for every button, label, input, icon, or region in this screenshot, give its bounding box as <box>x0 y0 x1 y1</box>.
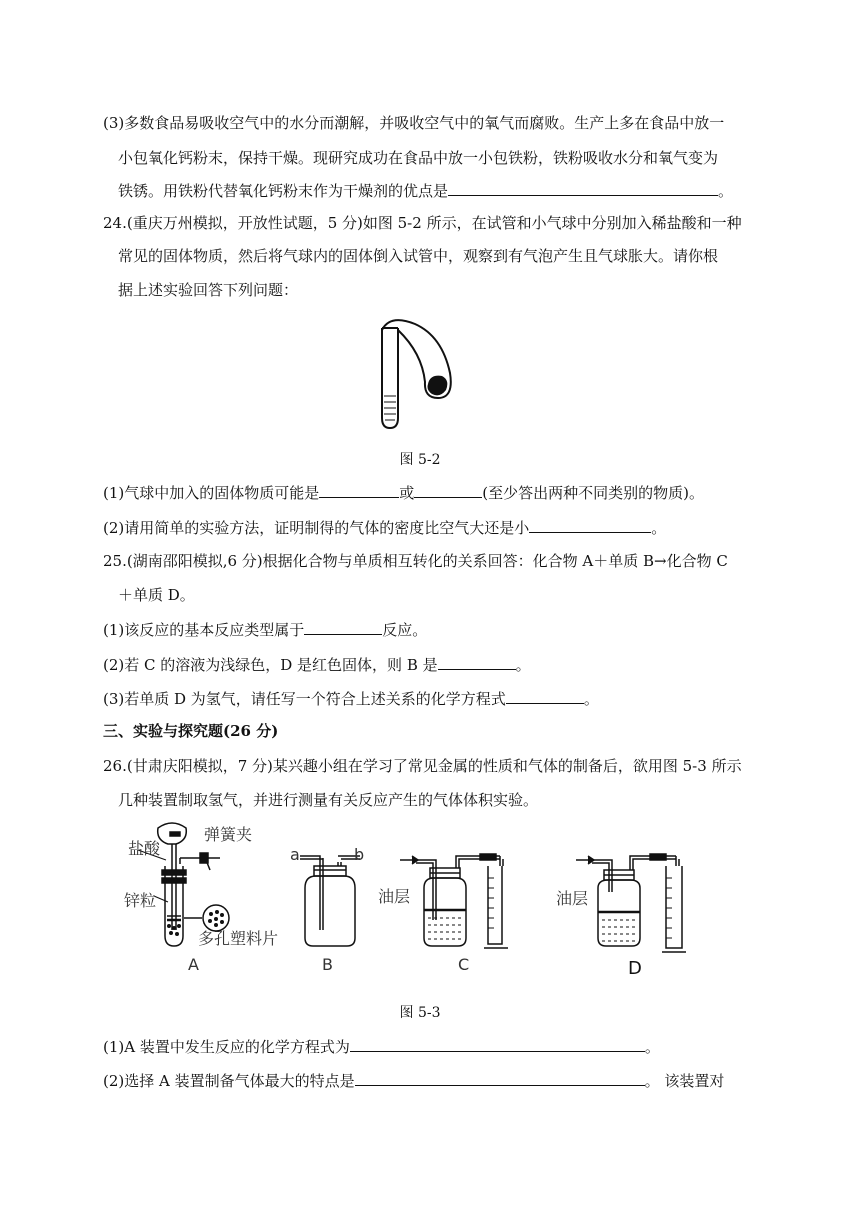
q25-sub3-end: 。 <box>583 690 599 708</box>
q25-sub1-end: 反应。 <box>382 621 428 639</box>
q24-sub1-blank1[interactable] <box>319 482 399 498</box>
apparatus-b <box>300 856 360 946</box>
q24-line3: 据上述实验回答下列问题： <box>118 281 299 299</box>
q25-sub2-text: (2)若 C 的溶液为浅绿色，D 是红色固体，则 B 是 <box>103 656 438 674</box>
q24-sub2-text: (2)请用简单的实验方法，证明制得的气体的密度比空气大还是小 <box>103 519 530 537</box>
q26-sub1-blank[interactable] <box>350 1036 645 1052</box>
q26-sub2 <box>103 1070 724 1091</box>
label-apparatus-d: D <box>628 958 642 979</box>
q24-sub1-blank2[interactable] <box>414 482 482 498</box>
apparatus-c <box>400 854 508 948</box>
q23-part3-text: 铁锈。用铁粉代替氧化钙粉末作为干燥剂的优点是 <box>118 182 449 200</box>
q24-sub1 <box>103 482 704 503</box>
q23-part3-line1: (3)多数食品易吸收空气中的水分而潮解，并吸收空气中的氧气而腐败。生产上多在食品中放一 <box>103 114 725 132</box>
q23-answer-blank[interactable] <box>448 180 718 196</box>
q25-sub2-end: 。 <box>515 656 531 674</box>
q25-sub2-blank[interactable] <box>438 654 516 670</box>
label-zinc: 锌粒 <box>124 891 157 910</box>
label-porous-plate: 多孔塑料片 <box>198 929 279 948</box>
q26-line1: 26.(甘肃庆阳模拟，7 分)某兴趣小组在学习了常见金属的性质和气体的制备后，欲用图 5-3 所示 <box>103 757 742 775</box>
q24-sub2 <box>103 517 666 538</box>
q24-sub1-or: 或 <box>399 484 415 502</box>
label-port-b: b <box>354 845 365 864</box>
q24-sub2-end: 。 <box>651 519 667 537</box>
q24-line2: 常见的固体物质，然后将气球内的固体倒入试管中，观察到有气泡产生且气球胀大。请你根 <box>118 247 719 265</box>
q24-line1: 24.(重庆万州模拟，开放性试题，5 分)如图 5-2 所示，在试管和小气球中分别加入稀盐酸和一种 <box>103 214 742 232</box>
label-port-a: a <box>290 845 300 864</box>
q24-sub1-note: (至少答出两种不同类别的物质)。 <box>482 484 704 502</box>
label-spring-clip: 弹簧夹 <box>204 825 253 844</box>
q25-sub3-blank[interactable] <box>506 688 584 704</box>
q23-part3-line3 <box>118 180 733 201</box>
q26-sub2-text: (2)选择 A 装置制备气体最大的特点是 <box>103 1072 355 1090</box>
q25-line2: ＋单质 D。 <box>118 586 195 604</box>
q25-sub1-text: (1)该反应的基本反应类型属于 <box>103 621 305 639</box>
q25-sub3-text: (3)若单质 D 为氢气，请任写一个符合上述关系的化学方程式 <box>103 690 506 708</box>
q26-sub1-text: (1)A 装置中发生反应的化学方程式为 <box>103 1038 350 1056</box>
label-oil-layer-d: 油层 <box>556 889 589 908</box>
q26-line2: 几种装置制取氢气，并进行测量有关反应产生的气体体积实验。 <box>118 791 539 809</box>
q23-part3-line2: 小包氧化钙粉末，保持干燥。现研究成功在食品中放一小包铁粉，铁粉吸收水分和氧气变为 <box>118 149 719 167</box>
q23-end-mark: 。 <box>718 182 734 200</box>
label-apparatus-b: B <box>322 955 333 974</box>
figure-5-2-test-tube-balloon <box>370 318 470 433</box>
q25-line1: 25.(湖南邵阳模拟,6 分)根据化合物与单质相互转化的关系回答：化合物 A＋单质 B→化合物 C <box>103 552 728 570</box>
label-hcl: 盐酸 <box>128 839 161 858</box>
figure-5-3-apparatus <box>120 818 720 983</box>
q26-sub1 <box>103 1036 660 1057</box>
q25-sub2 <box>103 654 531 675</box>
q26-sub1-end: 。 <box>644 1038 660 1056</box>
label-oil-layer-c: 油层 <box>378 887 411 906</box>
figure-5-2-caption: 图 5-2 <box>399 452 441 468</box>
q25-sub1-blank[interactable] <box>304 619 382 635</box>
section-3-title: 三、实验与探究题(26 分) <box>103 722 279 740</box>
apparatus-d <box>576 854 686 952</box>
q24-sub1-text: (1)气球中加入的固体物质可能是 <box>103 484 320 502</box>
figure-5-3-caption: 图 5-3 <box>399 1005 441 1021</box>
q24-sub2-blank[interactable] <box>529 517 651 533</box>
q26-sub2-blank[interactable] <box>355 1070 645 1086</box>
q25-sub1 <box>103 619 427 640</box>
q26-sub2-end: 。 该装置对 <box>644 1072 725 1090</box>
label-apparatus-a: A <box>188 955 199 974</box>
label-apparatus-c: C <box>458 955 470 974</box>
q25-sub3 <box>103 688 599 709</box>
